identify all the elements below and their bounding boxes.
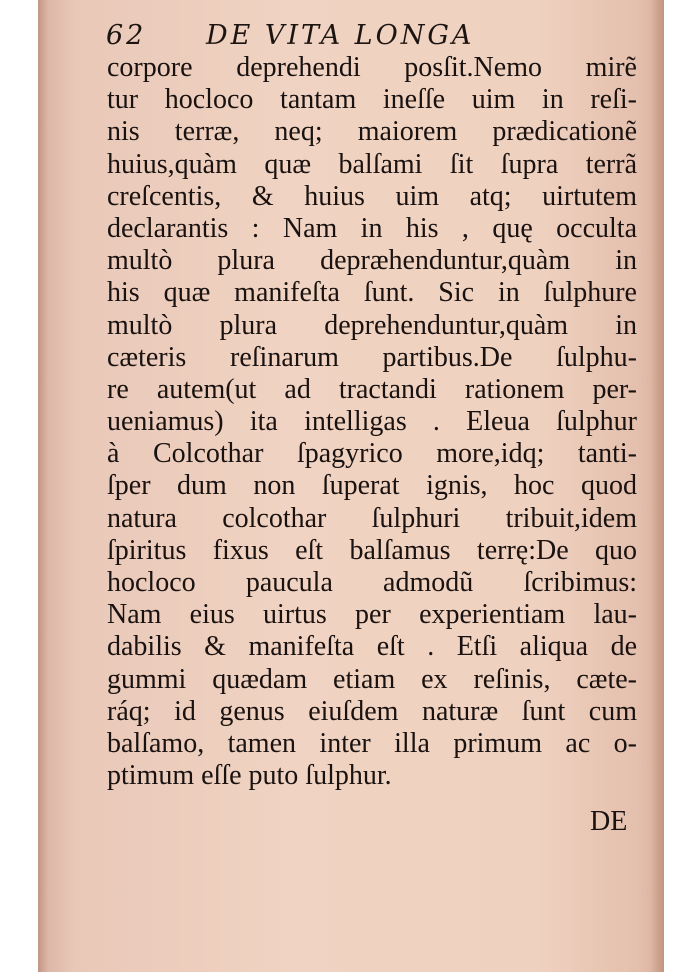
book-page xyxy=(38,0,664,972)
body-text xyxy=(107,52,637,792)
text-line: corpore deprehendi posſit.Nemo mirẽ xyxy=(107,52,637,83)
text-line: à Colcothar ſpagyrico more,idq; tanti- xyxy=(107,438,637,470)
text-line: natura colcothar ſulphuri tribuit,idem xyxy=(107,502,637,534)
text-line: cæteris reſinarum partibus.De ſulphu- xyxy=(107,341,637,373)
text-line: ſpiritus fixus eſt balſamus terrę:De quo xyxy=(107,534,637,566)
page-gutter xyxy=(650,0,664,972)
text-line: re autem(ut ad tractandi rationem per- xyxy=(107,373,637,405)
catchword: DE xyxy=(590,806,628,837)
text-line: Nam eius uirtus per experientiam lau- xyxy=(107,599,637,631)
text-line: tur hocloco tantam ineſſe uim in reſi- xyxy=(107,84,637,116)
text-line: creſcentis, & huius uim atq; uirtutem xyxy=(107,180,637,212)
text-line: nis terræ, neq; maiorem prædicationẽ xyxy=(107,116,637,148)
text-line: ueniamus) ita intelligas . Eleua ſulphur xyxy=(107,406,637,438)
text-line: ſper dum non ſuperat ignis, hoc quod xyxy=(107,470,637,502)
text-line: multò plura depræhenduntur,quàm in xyxy=(107,245,637,277)
page-number: 62 xyxy=(106,20,147,51)
page-edge-shadow xyxy=(38,0,48,972)
text-line: dabilis & manifeſta eſt . Etſi aliqua de xyxy=(107,631,637,663)
text-line: ráq; id genus eiuſdem naturæ ſunt cum xyxy=(107,695,637,727)
text-line: ptimum eſſe puto ſulphur. xyxy=(107,760,392,792)
text-line: hocloco paucula admodũ ſcribimus: xyxy=(107,567,637,598)
text-line: his quæ manifeſta ſunt. Sic in ſulphure xyxy=(107,277,637,309)
text-line: balſamo, tamen inter illa primum ac o- xyxy=(107,727,637,759)
text-line: gummi quædam etiam ex reſinis, cæte- xyxy=(107,663,637,695)
text-line: huius,quàm quæ balſami ſit ſupra terrã xyxy=(107,148,637,180)
text-line: declarantis : Nam in his , quę occulta xyxy=(107,212,637,244)
running-head xyxy=(106,20,474,51)
running-title: DE VITA LONGA xyxy=(205,20,475,51)
text-line: multò plura deprehenduntur,quàm in xyxy=(107,309,637,341)
